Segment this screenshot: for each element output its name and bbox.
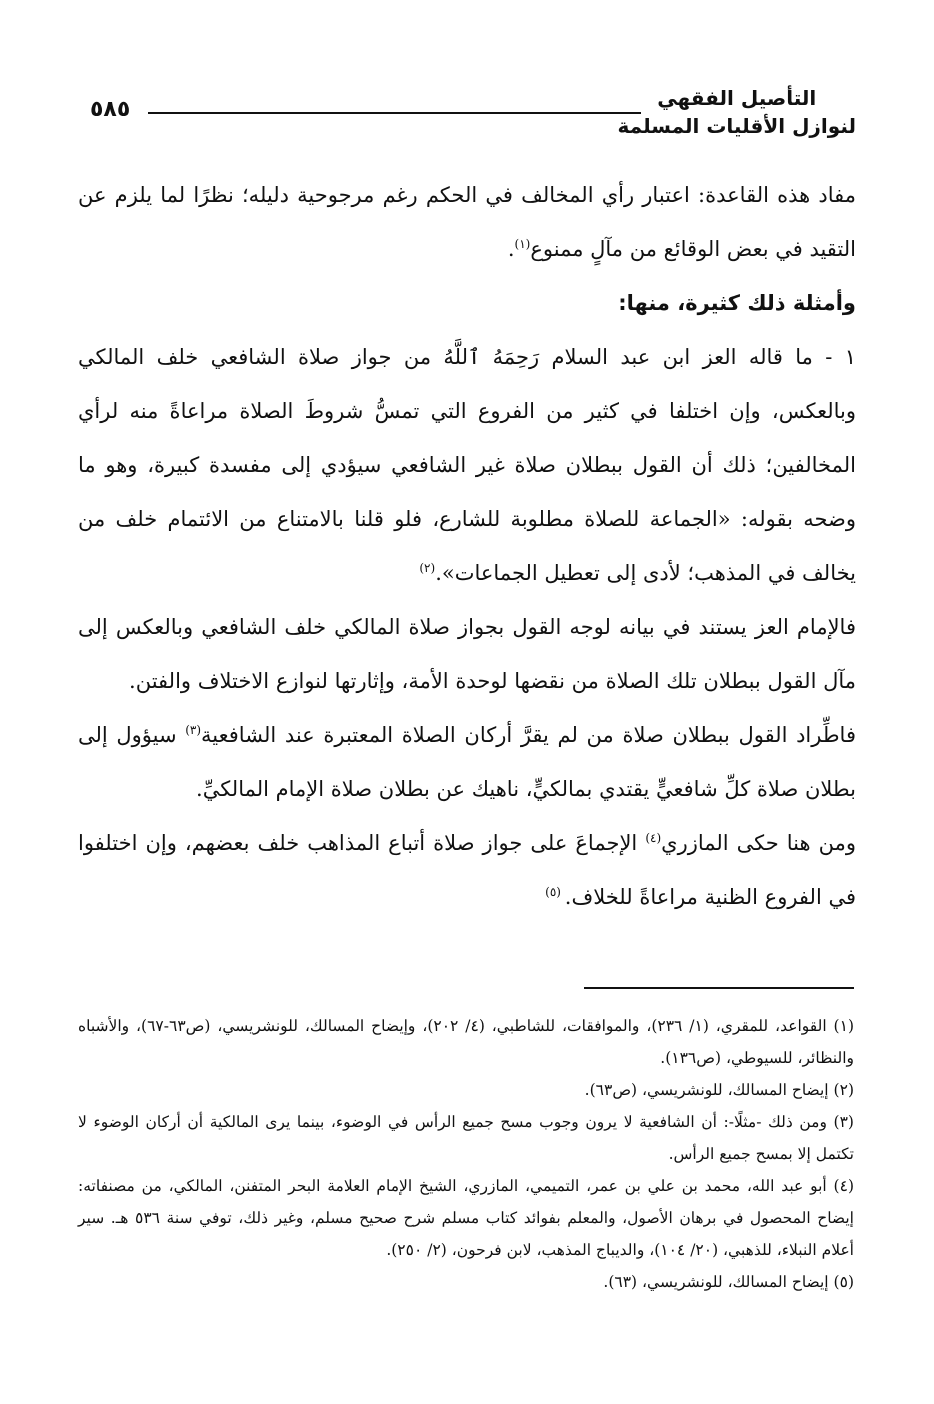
examples-heading: وأمثلة ذلك كثيرة، منها: [618, 291, 856, 315]
footnote-number: (١) [826, 1017, 854, 1035]
footnotes [78, 1010, 854, 1298]
footnote-ref-5[interactable]: (٥) [545, 885, 565, 899]
paragraph-4 [78, 816, 856, 924]
header-rule [148, 112, 641, 114]
footnote-number: (٤) [826, 1177, 854, 1195]
list-item-1-end: . [435, 561, 442, 585]
footnote-3 [78, 1106, 854, 1170]
footnote-text: أبو عبد الله، محمد بن علي بن عمر، التميمي، المازري، الشيخ الإمام العلامة البحر المتفنن، المالكي، من مصنفاته: إيضاح المحصول في برهان الأصول، والمعلم بفوائد كتاب مسلم شرح صحيح مسلم، وغير ذلك، توفي سنة ٥٣٦ هـ. سير أعلام النبلاء، للذهبي، (٢٠/ ١٠٤)، والديباج المذهب، لابن فرحون، (٢/ ٢٥٠). [78, 1177, 854, 1259]
footnote-text: القواعد، للمقري، (١/ ٢٣٦)، والموافقات، للشاطبي، (٤/ ٢٠٢)، وإيضاح المسالك، للونشريسي، (ص٦٣-٦٧)، والأشباه والنظائر، للسيوطي، (ص١٣٦). [78, 1017, 854, 1067]
paragraph-1-text: مفاد هذه القاعدة: اعتبار رأي المخالف في الحكم رغم مرجوحية دليله؛ نظرًا لما يلزم عن التقيد في بعض الوقائع من مآلٍ ممنوع [78, 183, 856, 261]
paragraph-2: فالإمام العز يستند في بيانه لوجه القول بجواز صلاة المالكي خلف الشافعي وبالعكس إلى مآل القول ببطلان تلك الصلاة من نقضها لوحدة الأمة، وإثارتها لنوازع الاختلاف والفتن. [78, 615, 856, 693]
page-number: ٥٨٥ [90, 97, 131, 122]
footnote-5 [78, 1266, 854, 1298]
book-title-line2: لنوازل الأقليات المسلمة [617, 114, 856, 138]
list-item-1-text: ما قاله العز ابن عبد السلام رَحِمَهُ ٱللَّهُ من جواز صلاة الشافعي خلف المالكي وبالعكس، وإن اختلفا في كثير من الفروع التي تمسُّ شروطَ الصلاة مراعاةً منه لرأي المخالفين؛ ذلك أن القول ببطلان صلاة غير الشافعي سيؤدي إلى مفسدة كبيرة، وهو ما وضحه بقوله: «الجماعة للصلاة مطلوبة للشارع، فلو قلنا بالامتناع من الائتمام خلف من يخالف في المذهب؛ لأدى إلى تعطيل الجماعات» [78, 345, 856, 585]
footnote-text: ومن ذلك -مثلًا-: أن الشافعية لا يرون وجوب مسح جميع الرأس في الوضوء، بينما يرى المالكية أن أركان الوضوء لا تكتمل إلا بمسح جميع الرأس. [78, 1113, 854, 1163]
footnote-number: (٣) [826, 1113, 854, 1131]
footnote-text: إيضاح المسالك، للونشريسي، (ص٦٣). [584, 1081, 829, 1099]
footnote-ref-4[interactable]: (٤) [645, 831, 662, 845]
footnote-4 [78, 1170, 854, 1266]
footnote-ref-3[interactable]: (٣) [185, 723, 202, 737]
main-text [78, 168, 856, 924]
paragraph-3-text-b: سيؤول إلى بطلان صلاة كلِّ شافعيٍّ يقتدي بمالكيٍّ، ناهيك عن بطلان صلاة الإمام المالكيِّ. [78, 723, 856, 801]
footnote-number: (٢) [828, 1081, 854, 1099]
paragraph-3 [78, 708, 856, 816]
list-item-1 [78, 330, 856, 600]
footnote-ref-1[interactable]: (١) [514, 237, 531, 251]
footnote-2 [78, 1074, 854, 1106]
footnote-1 [78, 1010, 854, 1074]
list-item-1-number: ١ - [812, 345, 856, 369]
paragraph-1-end: . [507, 237, 515, 261]
footnote-separator [584, 987, 854, 989]
paragraph-4-text-a: ومن هنا حكى المازري [661, 831, 856, 855]
footnote-ref-2[interactable]: (٢) [419, 561, 436, 575]
book-title [618, 84, 856, 140]
paragraph-1 [78, 168, 856, 276]
book-title-line1: التأصيل الفقهي [657, 86, 817, 110]
paragraph-4-text-b: الإجماعَ على جواز صلاة أتباع المذاهب خلف بعضهم، وإن اختلفوا في الفروع الظنية مراعاةً للخلاف. [78, 831, 856, 909]
footnote-text: إيضاح المسالك، للونشريسي، (٦٣). [603, 1273, 829, 1291]
paragraph-3-text-a: فاطِّراد القول ببطلان صلاة من لم يقرَّ أركان الصلاة المعتبرة عند الشافعية [201, 723, 856, 747]
footnote-number: (٥) [828, 1273, 854, 1291]
running-header [80, 84, 856, 144]
